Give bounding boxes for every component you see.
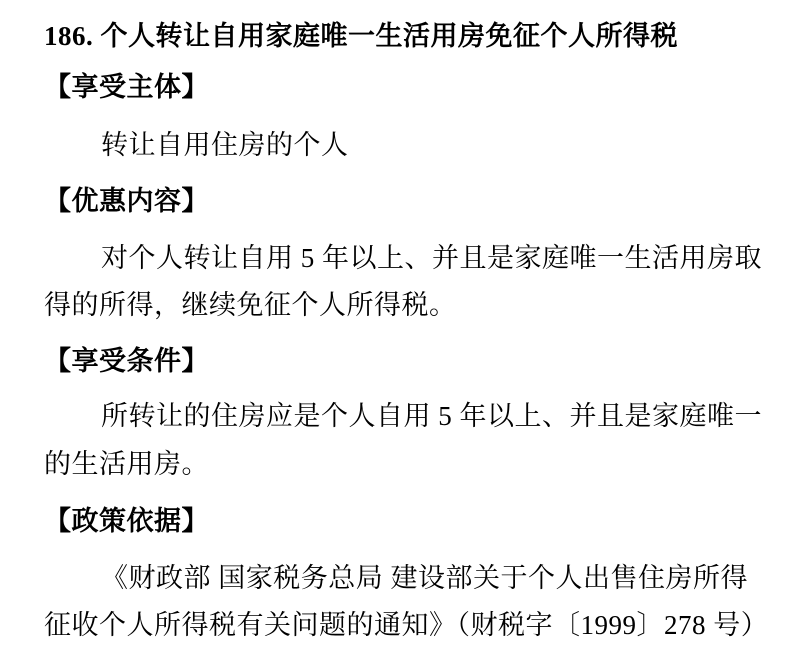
section-heading-benefit-content: 【优惠内容】	[44, 186, 209, 216]
body-line-beneficiary: 转让自用住房的个人	[101, 130, 349, 160]
body-line-policy-1: 《财政部 国家税务总局 建设部关于个人出售住房所得	[101, 563, 748, 593]
body-line-conditions-2: 的生活用房。	[44, 449, 209, 479]
document-title: 186. 个人转让自用家庭唯一生活用房免征个人所得税	[44, 21, 678, 51]
section-heading-policy-basis: 【政策依据】	[44, 506, 209, 536]
section-heading-beneficiary: 【享受主体】	[44, 72, 209, 102]
body-line-policy-2: 征收个人所得税有关问题的通知》（财税字〔1999〕278 号）	[44, 610, 769, 640]
body-line-benefit-2: 得的所得，继续免征个人所得税。	[44, 290, 457, 320]
body-line-conditions-1: 所转让的住房应是个人自用 5 年以上、并且是家庭唯一	[101, 401, 762, 431]
body-line-benefit-1: 对个人转让自用 5 年以上、并且是家庭唯一生活用房取	[101, 243, 762, 273]
section-heading-conditions: 【享受条件】	[44, 346, 209, 376]
